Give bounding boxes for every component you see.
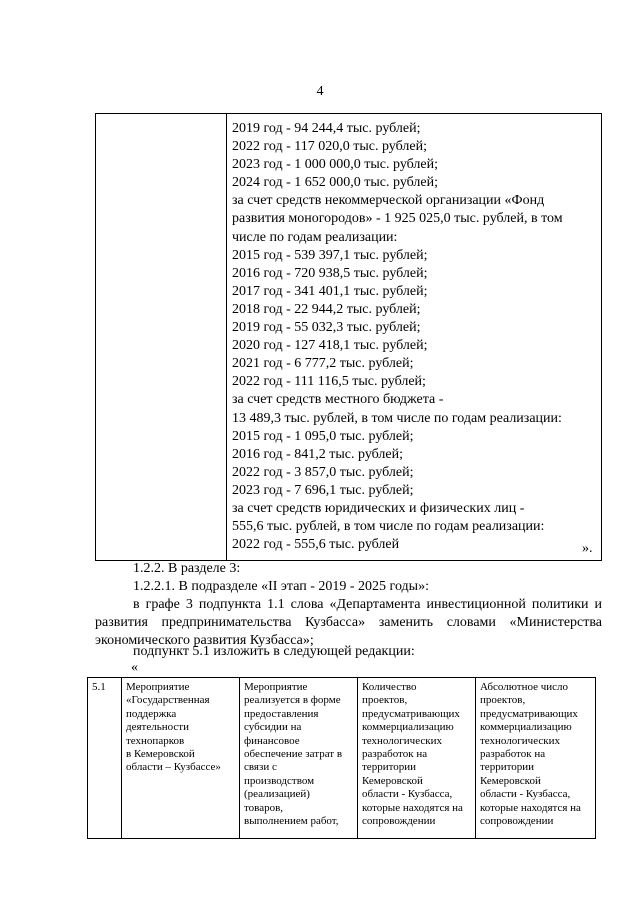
cell-lines [126,681,236,775]
funding-line: 2019 год - 94 244,4 тыс. рублей; [232,121,421,136]
funding-line: 555,6 тыс. рублей, в том числе по годам реализации: [232,519,545,535]
cell-lines [480,681,592,828]
cell-line: выполнением работ, [244,815,339,828]
measure-value-cell [476,678,596,839]
cell-line: в Кемеровской [126,748,195,761]
cell-line: Мероприятие [126,681,190,693]
funding-line: 2022 год - 3 857,0 тыс. рублей; [232,464,414,480]
cell-line: Мероприятие [244,681,308,693]
paragraph-subitem-5-1: подпункт 5.1 изложить в следующей редакции: [133,644,415,659]
funding-lines [227,114,601,560]
cell-line: поддержка [126,707,177,720]
cell-line: коммерциализацию [362,721,454,734]
funding-line: 2022 год - 111 116,5 тыс. рублей; [232,374,426,390]
cell-line: Количество [362,681,417,693]
funding-line: 2022 год - 117 020,0 тыс. рублей; [232,139,427,155]
cell-line: обеспечение затрат в [244,748,343,761]
funding-line: 2016 год - 841,2 тыс. рублей; [232,446,404,462]
cell-line: территории [480,761,535,774]
cell-line: сопровождении [480,815,554,828]
funding-line: 2016 год - 720 938,5 тыс. рублей; [232,265,428,281]
cell-line: Кемеровской [362,774,423,787]
funding-line: за счет средств местного бюджета - [232,392,444,408]
funding-table-label-cell [96,114,227,561]
funding-line: 2019 год - 55 032,3 тыс. рублей; [232,320,421,336]
funding-line: 2018 год - 22 944,2 тыс. рублей; [232,301,421,317]
measure-description-cell [240,678,358,839]
cell-line: разработок на [362,748,428,761]
cell-line: которые находятся на [480,801,581,814]
funding-line: 2015 год - 539 397,1 тыс. рублей; [232,247,428,263]
cell-lines [362,681,472,828]
cell-line: производством [244,774,315,787]
funding-table-value-cell [227,114,602,561]
cell-line: Кемеровской [480,774,541,787]
measure-table [87,677,596,839]
funding-line: 2023 год - 1 000 000,0 тыс. рублей; [232,157,439,173]
funding-line: за счет средств юридических и физических лиц - [232,500,525,516]
cell-line: технологических [480,734,560,747]
cell-line: области - Кузбасса, [362,788,453,801]
cell-line: области - Кузбасса, [480,788,571,801]
cell-line: (реализацией) [244,788,310,801]
cell-lines [244,681,354,828]
cell-line: проектов, [480,694,526,707]
cell-line: предусматривающих [480,707,578,720]
cell-line: разработок на [480,748,546,761]
paragraph-section-3: 1.2.2. В разделе 3: [133,561,241,576]
cell-line: реализуется в форме [244,694,341,707]
cell-line: территории [362,761,417,774]
paragraph-replace-words: в графе 3 подпункта 1.1 слова «Департамента инвестиционной политики и развития предпринимательства Кузбасса» заменить словами «Министерства экономического развития Кузбасса»; [95,597,602,648]
funding-line: развития моногородов» - 1 925 025,0 тыс. рублей, в том [232,211,563,227]
cell-line: которые находятся на [362,801,463,814]
cell-line: деятельности [126,721,189,734]
cell-line: сопровождении [362,815,436,828]
funding-line: 2022 год - 555,6 тыс. рублей [232,537,400,553]
cell-line: проектов, [362,694,408,707]
funding-table [95,113,602,561]
cell-line: финансовое [244,734,300,747]
funding-line: 13 489,3 тыс. рублей, в том числе по годам реализации: [232,410,562,426]
page-number: 4 [316,84,324,99]
cell-line: связи с [244,761,277,774]
funding-line: 2020 год - 127 418,1 тыс. рублей; [232,338,428,354]
funding-line: 2021 год - 6 777,2 тыс. рублей; [232,356,414,372]
table-row [88,678,596,839]
cell-line: технологических [362,734,442,747]
measure-indicator-cell [358,678,476,839]
paragraph-subsection-stage-2: 1.2.2.1. В подразделе «II этап - 2019 - 2025 годы»: [133,579,429,594]
cell-line: предусматривающих [362,707,460,720]
cell-line: предоставления [244,707,319,720]
funding-line: 2024 год - 1 652 000,0 тыс. рублей; [232,175,439,191]
cell-line: Абсолютное число [480,681,569,693]
cell-line: субсидии на [244,721,302,734]
funding-line: числе по годам реализации: [232,229,398,245]
funding-line: 2017 год - 341 401,1 тыс. рублей; [232,283,428,299]
cell-line: «Государственная [126,694,210,707]
funding-line: за счет средств некоммерческой организации «Фонд [232,193,545,209]
funding-line: 2023 год - 7 696,1 тыс. рублей; [232,482,414,498]
measure-number-cell: 5.1 [88,678,122,839]
opening-quote: « [131,660,138,675]
cell-line: товаров, [244,801,284,814]
cell-line: коммерциализацию [480,721,572,734]
funding-line: 2015 год - 1 095,0 тыс. рублей; [232,428,414,444]
cell-line: технопарков [126,734,185,747]
closing-quote: ». [582,541,593,556]
measure-name-cell [122,678,240,839]
cell-line: области – Кузбассе» [126,761,221,774]
